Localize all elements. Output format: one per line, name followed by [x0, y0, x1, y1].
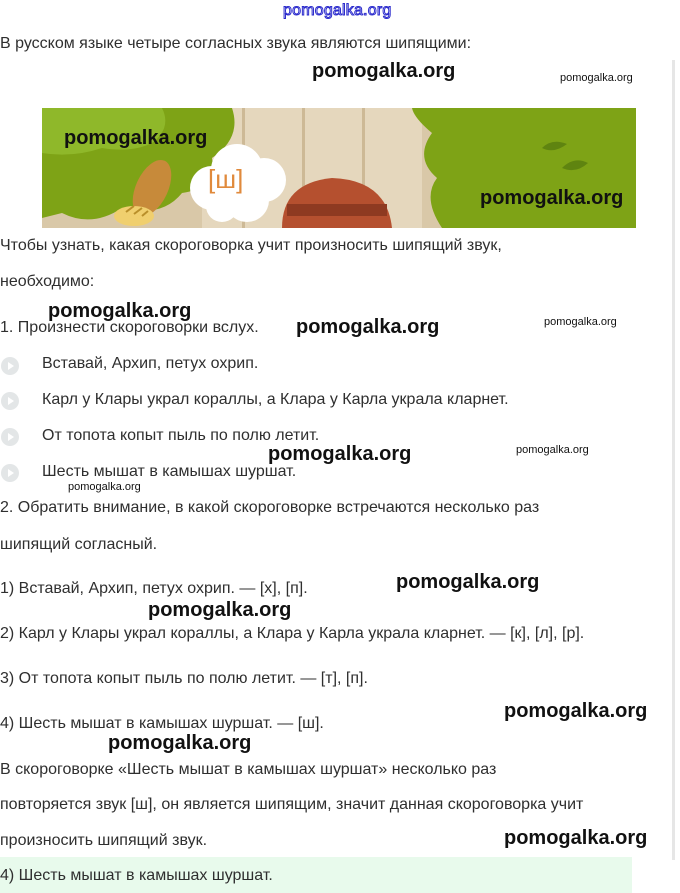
watermark: pomogalka.org [108, 732, 252, 754]
watermark: pomogalka.org [268, 443, 412, 465]
watermark: pomogalka.org [396, 571, 540, 593]
banner-illustration [42, 108, 636, 228]
list-item: Карл у Клары украл кораллы, а Клара у Карла украла кларнет. [42, 391, 509, 408]
list-item: От топота копыт пыль по полю летит. [42, 427, 320, 444]
step-2-line-1: 2. Обратить внимание, в какой скороговорке встречаются несколько раз [0, 499, 540, 516]
list-item: Вставай, Архип, петух охрип. [42, 355, 259, 372]
watermark-top: pomogalka.org [283, 2, 392, 19]
analysis-line-3: 3) От топота копыт пыль по полю летит. — [т], [п]. [0, 670, 368, 687]
watermark: pomogalka.org [64, 127, 208, 149]
watermark: pomogalka.org [48, 300, 192, 322]
answer-text: 4) Шесть мышат в камышах шуршат. [0, 867, 273, 884]
conclusion-line-3: произносить шипящий звук. [0, 832, 208, 849]
analysis-line-1: 1) Вставай, Архип, петух охрип. — [х], [п]. [0, 580, 308, 597]
list-item: Шесть мышат в камышах шуршат. [42, 463, 297, 480]
conclusion-line-1: В скороговорке «Шесть мышат в камышах шуршат» несколько раз [0, 761, 497, 778]
question-line-1: Чтобы узнать, какая скороговорка учит произносить шипящий звук, [0, 237, 502, 254]
play-icon[interactable] [1, 464, 19, 482]
watermark: pomogalka.org [544, 316, 617, 328]
conclusion-line-2: повторяется звук [ш], он является шипящим, значит данная скороговорка учит [0, 796, 584, 813]
watermark: pomogalka.org [504, 700, 648, 722]
watermark: pomogalka.org [560, 72, 633, 84]
analysis-line-4: 4) Шесть мышат в камышах шуршат. — [ш]. [0, 715, 324, 732]
step-2-line-2: шипящий согласный. [0, 536, 158, 553]
watermark: pomogalka.org [148, 599, 292, 621]
hissing-sound-banner [42, 108, 636, 228]
play-icon[interactable] [1, 357, 19, 375]
question-line-2: необходимо: [0, 273, 95, 290]
watermark: pomogalka.org [480, 187, 624, 209]
scrollbar[interactable] [672, 60, 675, 860]
hissing-sound-label: [ш] [208, 164, 244, 194]
watermark: pomogalka.org [296, 316, 440, 338]
step-1: 1. Произнести скороговорки вслух. [0, 319, 259, 336]
analysis-line-2: 2) Карл у Клары украл кораллы, а Клара у Карла украла кларнет. — [к], [л], [р]. [0, 625, 585, 642]
watermark: pomogalka.org [68, 481, 141, 493]
intro-text: В русском языке четыре согласных звука являются шипящими: [0, 35, 472, 52]
watermark: pomogalka.org [504, 827, 648, 849]
play-icon[interactable] [1, 392, 19, 410]
watermark: pomogalka.org [312, 60, 456, 82]
watermark: pomogalka.org [516, 444, 589, 456]
play-icon[interactable] [1, 428, 19, 446]
